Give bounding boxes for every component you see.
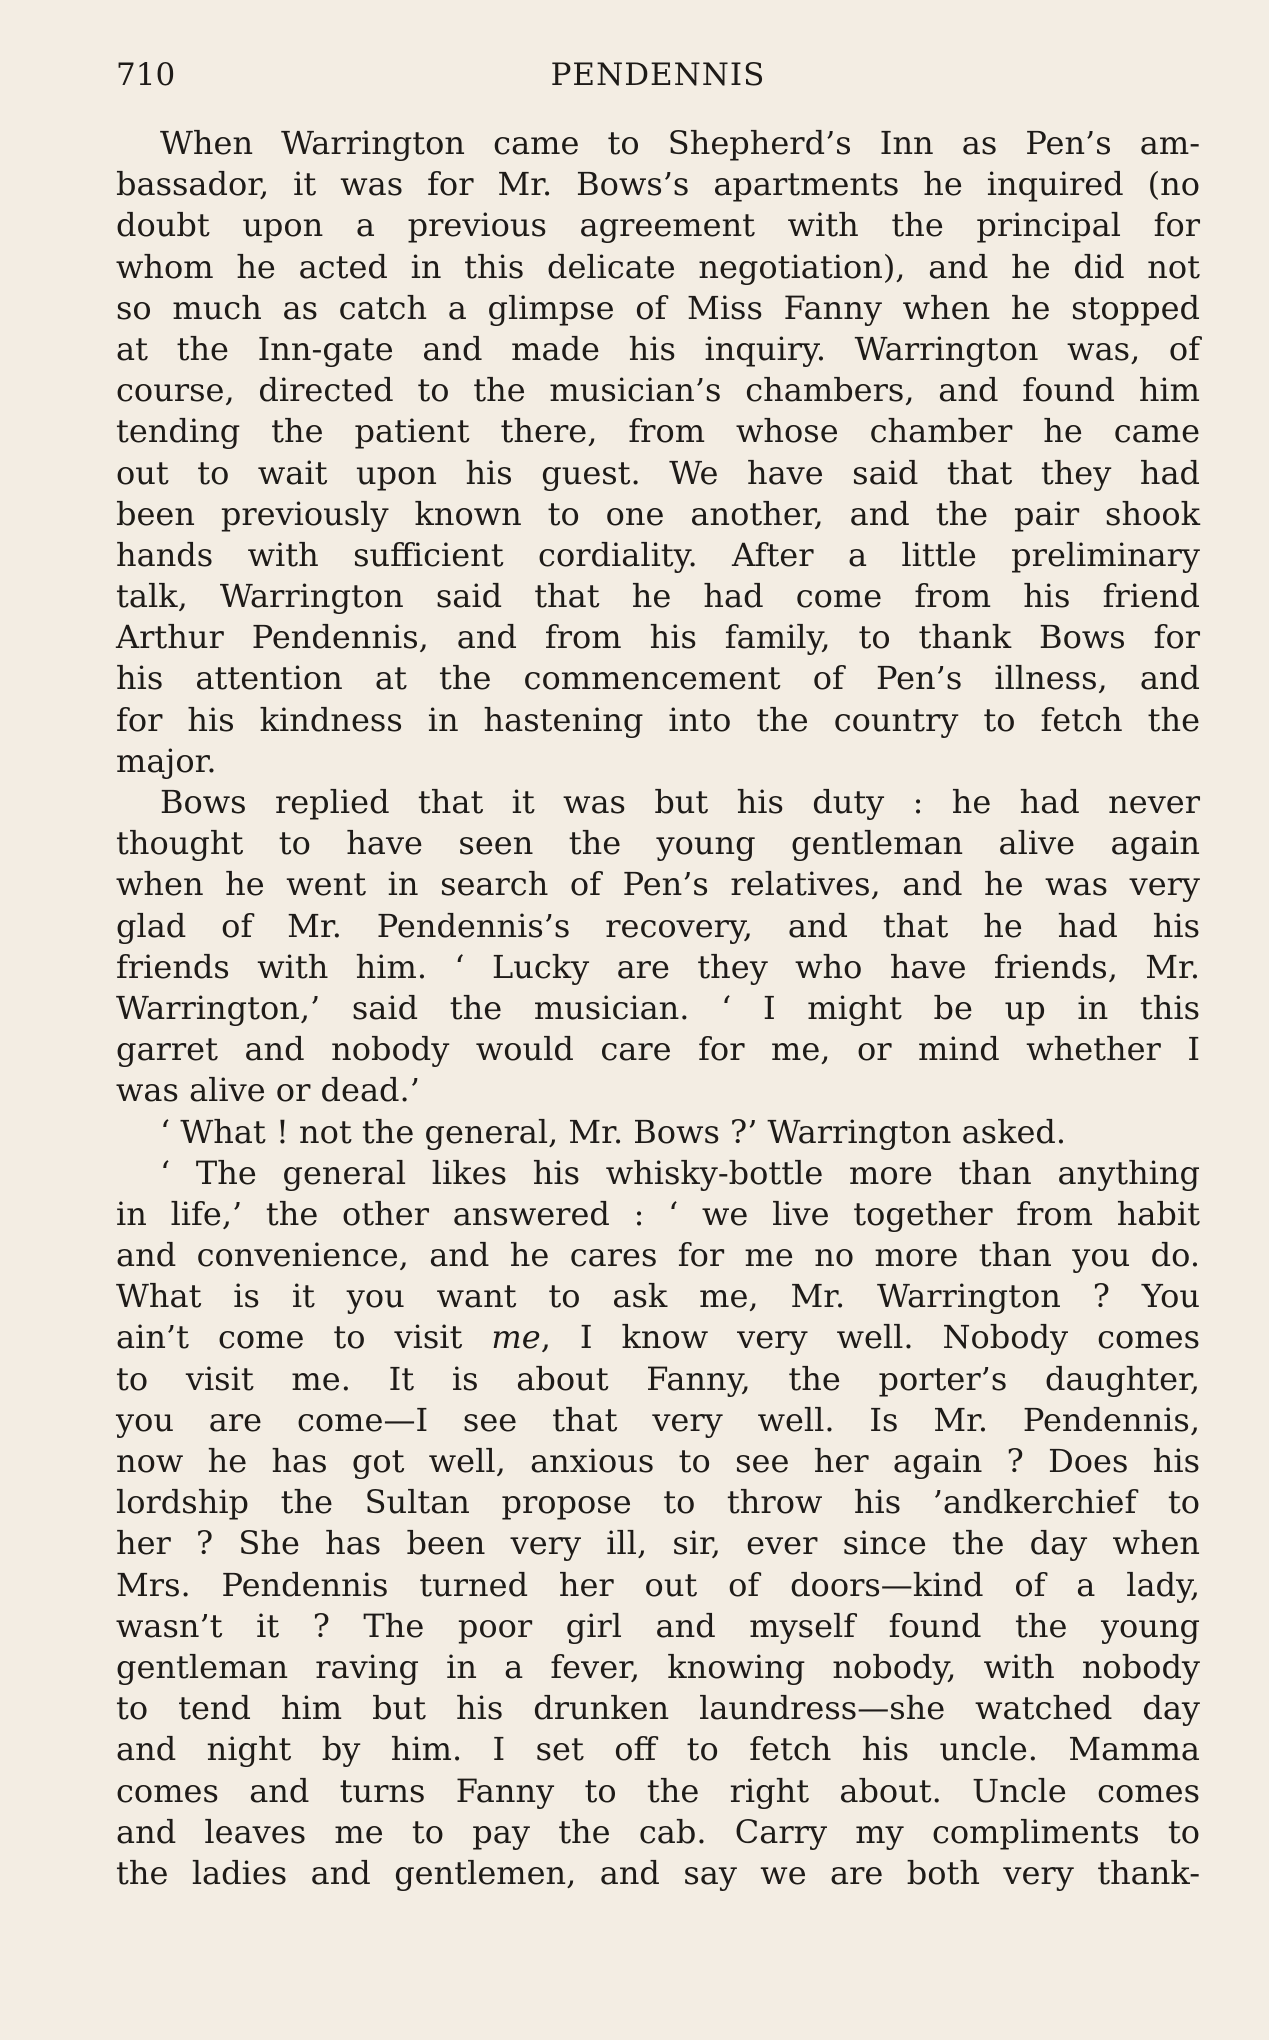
text-line: garret and nobody would care for me, or mind whether I: [116, 1030, 1200, 1069]
running-head: [116, 52, 1200, 98]
text-line: at the Inn-gate and made his inquiry. Warrington was, of: [116, 329, 1200, 368]
text-line: friends with him. ‘ Lucky are they who have friends, Mr.: [116, 947, 1200, 986]
emphasis-text: me: [491, 1318, 541, 1357]
text-line: bassador, it was for Mr. Bows’s apartments he inquired (no: [116, 165, 1200, 204]
body-text: [116, 123, 1200, 1894]
text-line: so much as catch a glimpse of Miss Fanny when he stopped: [116, 288, 1200, 327]
text-line: gentleman raving in a fever, knowing nobody, with nobody: [116, 1647, 1200, 1686]
text-line: in life,’ the other answered : ‘ we live together from habit: [116, 1194, 1200, 1233]
text-line: What is it you want to ask me, Mr. Warrington ? You: [116, 1277, 1200, 1316]
paragraph-3: [116, 1112, 1200, 1153]
text-line: Bows replied that it was but his duty : he had never: [160, 783, 1200, 821]
text-line: Warrington,’ said the musician. ‘ I might be up in this: [116, 988, 1200, 1027]
text-line: and night by him. I set off to fetch his uncle. Mamma: [116, 1730, 1200, 1769]
text-line: ‘ The general likes his whisky-bottle more than anything: [160, 1153, 1200, 1192]
text-line: was alive or dead.’: [116, 1071, 420, 1110]
text-line: [116, 1317, 1200, 1358]
text-line: and leaves me to pay the cab. Carry my compliments to: [116, 1812, 1200, 1851]
text-line: When Warrington came to Shepherd’s Inn as Pen’s am-: [160, 124, 1200, 162]
text-line: for his kindness in hastening into the country to fetch the: [116, 700, 1200, 739]
text-line: his attention at the commencement of Pen’s illness, and: [116, 659, 1200, 698]
text-line: course, directed to the musician’s chambers, and found him: [116, 371, 1200, 410]
text-line: tending the patient there, from whose chamber he came: [116, 412, 1200, 451]
text-line: wasn’t it ? The poor girl and myself found the young: [116, 1606, 1200, 1645]
text-line: you are come—I see that very well. Is Mr. Pendennis,: [116, 1400, 1200, 1439]
text-segment: ain’t come to visit: [116, 1318, 492, 1357]
text-line: talk, Warrington said that he had come from his friend: [116, 577, 1200, 616]
text-line: been previously known to one another, and the pair shook: [116, 494, 1200, 533]
text-line: whom he acted in this delicate negotiation), and he did not: [116, 247, 1200, 286]
text-line: ‘ What ! not the general, Mr. Bows ?’ Warrington asked.: [160, 1112, 1067, 1151]
text-segment: , I know very well. Nobody comes: [540, 1318, 1201, 1357]
text-line: hands with sufficient cordiality. After a little preliminary: [116, 535, 1200, 574]
text-line: glad of Mr. Pendennis’s recovery, and that he had his: [116, 906, 1200, 945]
text-line: to tend him but his drunken laundress—she watched day: [116, 1689, 1200, 1728]
paragraph-2: [116, 782, 1200, 1112]
paragraph-4: [116, 1153, 1200, 1894]
text-line: comes and turns Fanny to the right about. Uncle comes: [116, 1771, 1200, 1810]
text-line: major.: [116, 741, 217, 780]
text-line: and convenience, and he cares for me no more than you do.: [116, 1236, 1200, 1275]
page-number: 710: [116, 57, 176, 93]
text-line: doubt upon a previous agreement with the principal for: [116, 206, 1200, 245]
text-line: the ladies and gentlemen, and say we are both very thank-: [116, 1853, 1200, 1892]
text-line: Mrs. Pendennis turned her out of doors—kind of a lady,: [116, 1565, 1200, 1604]
text-line: lordship the Sultan propose to throw his ’andkerchief to: [116, 1483, 1200, 1522]
running-title: PENDENNIS: [550, 57, 766, 93]
text-line: when he went in search of Pen’s relatives, and he was very: [116, 865, 1200, 904]
text-line: to visit me. It is about Fanny, the porter’s daughter,: [116, 1359, 1200, 1398]
text-line: her ? She has been very ill, sir, ever since the day when: [116, 1524, 1200, 1563]
text-line: Arthur Pendennis, and from his family, to thank Bows for: [116, 618, 1200, 657]
text-line: now he has got well, anxious to see her again ? Does his: [116, 1442, 1200, 1480]
paragraph-1: [116, 123, 1200, 782]
text-line: thought to have seen the young gentleman alive again: [116, 824, 1200, 863]
text-line: out to wait upon his guest. We have said that they had: [116, 453, 1200, 492]
